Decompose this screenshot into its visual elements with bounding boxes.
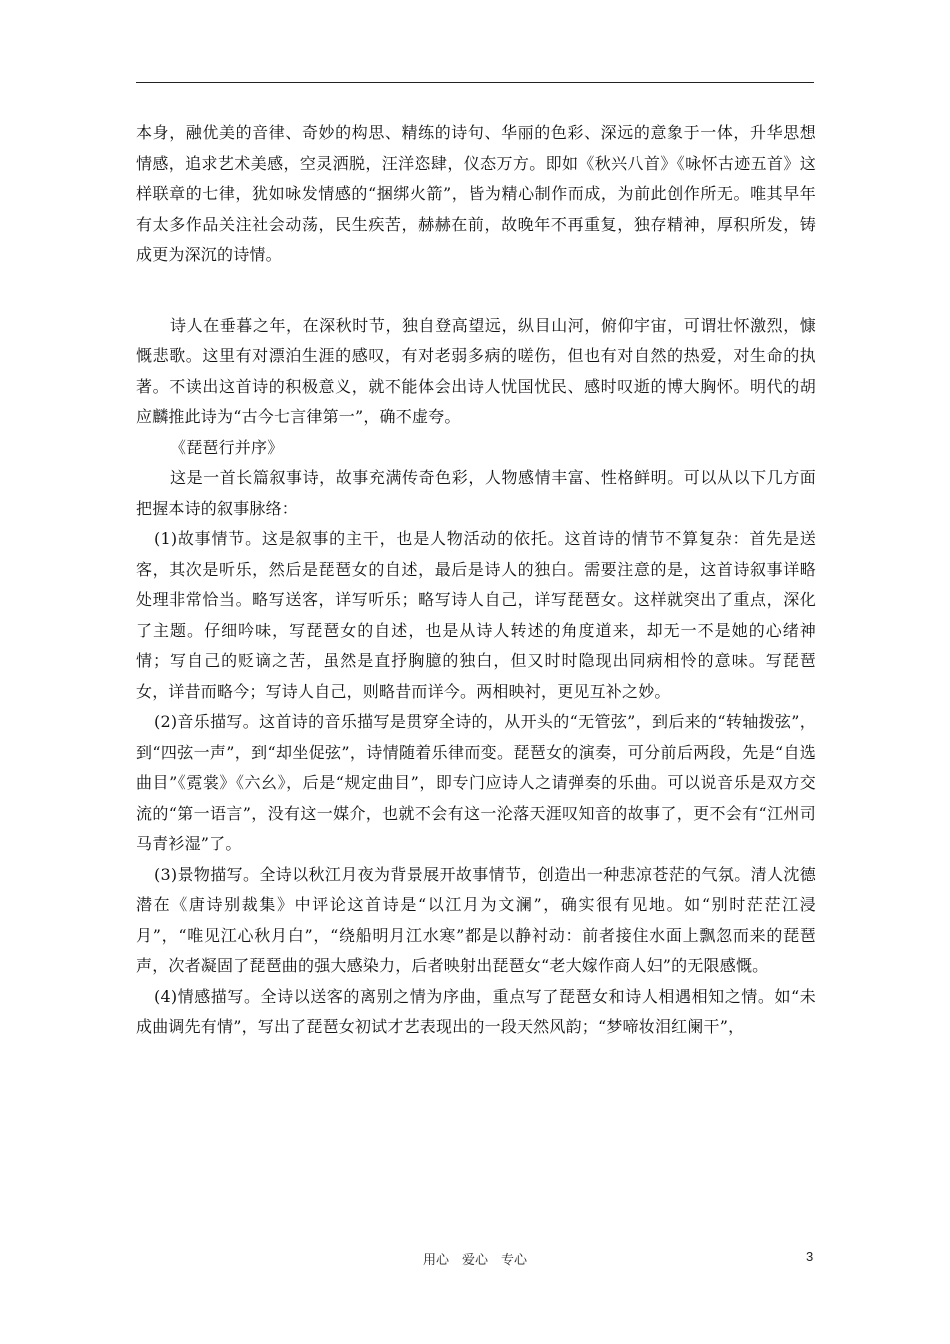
page-number: 3 bbox=[806, 1249, 814, 1264]
header-rule bbox=[136, 82, 814, 83]
paragraph-emotion: (4)情感描写。全诗以送客的离别之情为序曲，重点写了琵琶女和诗人相遇相知之情。如“未成曲调先有情”，写出了琵琶女初试才艺表现出的一段天然风韵；“梦啼妆泪红阑干”， bbox=[136, 986, 816, 1036]
paragraph-plot: (1)故事情节。这是叙事的主干，也是人物活动的依托。这首诗的情节不算复杂：首先是送客，其次是听乐，然后是琵琶女的自述，最后是诗人的独白。需要注意的是，这首诗叙事详略处理非常恰当。略写送客，详写听乐；略写诗人自己，详写琵琶女。这样就突出了重点，深化了主题。仔细吟味，写琵琶女的自述，也是从诗人转述的角度道来，却无一不是她的心绪神情；写自己的贬谪之苦，虽然是直抒胸臆的独白，但又时时隐现出同病相怜的意味。写琵琶女，详昔而略今；写诗人自己，则略昔而详今。两相映衬，更见互补之妙。 bbox=[136, 529, 816, 701]
paragraph-poem-analysis: 诗人在垂暮之年，在深秋时节，独自登高望远，纵目山河，俯仰宇宙，可谓壮怀激烈，慷慨悲歌。这里有对漂泊生涯的感叹，有对老弱多病的嗟伤，但也有对自然的热爱，对生命的执著。不读出这首诗的积极意义，就不能体会出诗人忧国忧民、感时叹逝的博大胸怀。明代的胡应麟推此诗为“古今七言律第一”，确不虚夸。 bbox=[136, 315, 816, 426]
section-title-pipa: 《琵琶行并序》 bbox=[170, 437, 284, 457]
paragraph-continuation: 本身，融优美的音律、奇妙的构思、精练的诗句、华丽的色彩、深远的意象于一体，升华思想情感，追求艺术美感，空灵洒脱，汪洋恣肆，仪态万方。即如《秋兴八首》《咏怀古迹五首》这样联章的七律，犹如咏发情感的“捆绑火箭”，皆为精心制作而成，为前此创作所无。唯其早年有太多作品关注社会动荡，民生疾苦，赫赫在前，故晚年不再重复，独存精神，厚积所发，铸成更为深沉的诗情。 bbox=[136, 123, 816, 264]
paragraph-music: (2)音乐描写。这首诗的音乐描写是贯穿全诗的，从开头的“无管弦”，到后来的“转轴拨弦”，到“四弦一声”，到“却坐促弦”，诗情随着乐律而变。琵琶女的演奏，可分前后两段，先是“自选曲目”《霓裳》《六幺》，后是“规定曲目”，即专门应诗人之请弹奏的乐曲。可以说音乐是双方交流的“第一语言”，没有这一媒介，也就不会有这一沦落天涯叹知音的故事了，更不会有“江州司马青衫湿”了。 bbox=[136, 712, 816, 853]
paragraph-pipa-intro: 这是一首长篇叙事诗，故事充满传奇色彩，人物感情丰富、性格鲜明。可以从以下几方面把握本诗的叙事脉络： bbox=[136, 468, 816, 518]
paragraph-gap bbox=[136, 271, 816, 311]
footer-motto: 用心 爱心 专心 bbox=[422, 1253, 527, 1268]
document-body bbox=[136, 118, 816, 1043]
paragraph-scenery: (3)景物描写。全诗以秋江月夜为背景展开故事情节，创造出一种悲凉苍茫的气氛。清人沈德潜在《唐诗别裁集》中评论这首诗是“以江月为文澜”，确实很有见地。如“别时茫茫江浸月”，“唯见江心秋月白”，“绕船明月江水寒”都是以静衬动：前者接住水面上飘忽而来的琵琶声，次者凝固了琵琶曲的强大感染力，后者映射出琵琶女“老大嫁作商人妇”的无限感慨。 bbox=[136, 864, 816, 975]
